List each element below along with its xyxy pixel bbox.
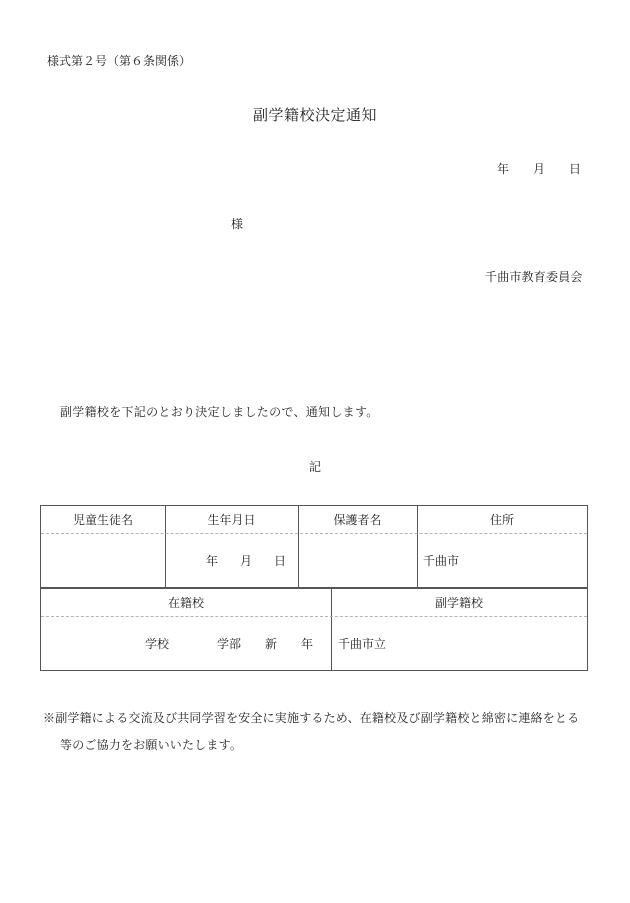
issue-date (497, 160, 581, 177)
form-number: 様式第２号（第６条関係） (47, 54, 192, 68)
year-label: 年 (497, 162, 510, 176)
guardian-name-field[interactable] (298, 534, 417, 587)
header-student-name: 児童生徒名 (72, 513, 133, 527)
month-label: 月 (533, 162, 546, 176)
header-secondary-school: 副学籍校 (434, 596, 483, 610)
header-guardian-name: 保護者名 (333, 513, 382, 527)
header-address: 住所 (489, 513, 514, 527)
secondary-school-field[interactable]: 千曲市立 (338, 637, 387, 651)
birth-day-label: 日 (273, 554, 286, 568)
document-title: 副学籍校決定通知 (252, 106, 377, 124)
addressee-honorific: 様 (231, 217, 244, 231)
notice-message: 副学籍校を下記のとおり決定しましたので、通知します。 (60, 405, 379, 419)
new-label: 新 (265, 637, 278, 651)
birth-month-label: 月 (239, 554, 252, 568)
issuer-name: 千曲市教育委員会 (485, 270, 583, 284)
enrolled-school-field[interactable] (41, 617, 331, 670)
ki-heading: 記 (308, 460, 321, 474)
note-line-1: ※副学籍による交流及び共同学習を安全に実施するため、在籍校及び副学籍校と綿密に連絡をとる (43, 711, 580, 725)
grade-label: 年 (301, 637, 314, 651)
day-label: 日 (569, 162, 582, 176)
header-enrolled-school: 在籍校 (167, 596, 204, 610)
school-label: 学校 (145, 637, 170, 651)
address-field[interactable]: 千曲市 (423, 554, 460, 568)
details-table (40, 505, 588, 671)
header-birth-date: 生年月日 (207, 513, 256, 527)
birth-date-field[interactable] (165, 534, 298, 587)
department-label: 学部 (217, 637, 242, 651)
student-name-field[interactable] (41, 534, 165, 587)
note-line-2: 等のご協力をお願いいたします。 (60, 738, 243, 752)
birth-year-label: 年 (205, 554, 218, 568)
